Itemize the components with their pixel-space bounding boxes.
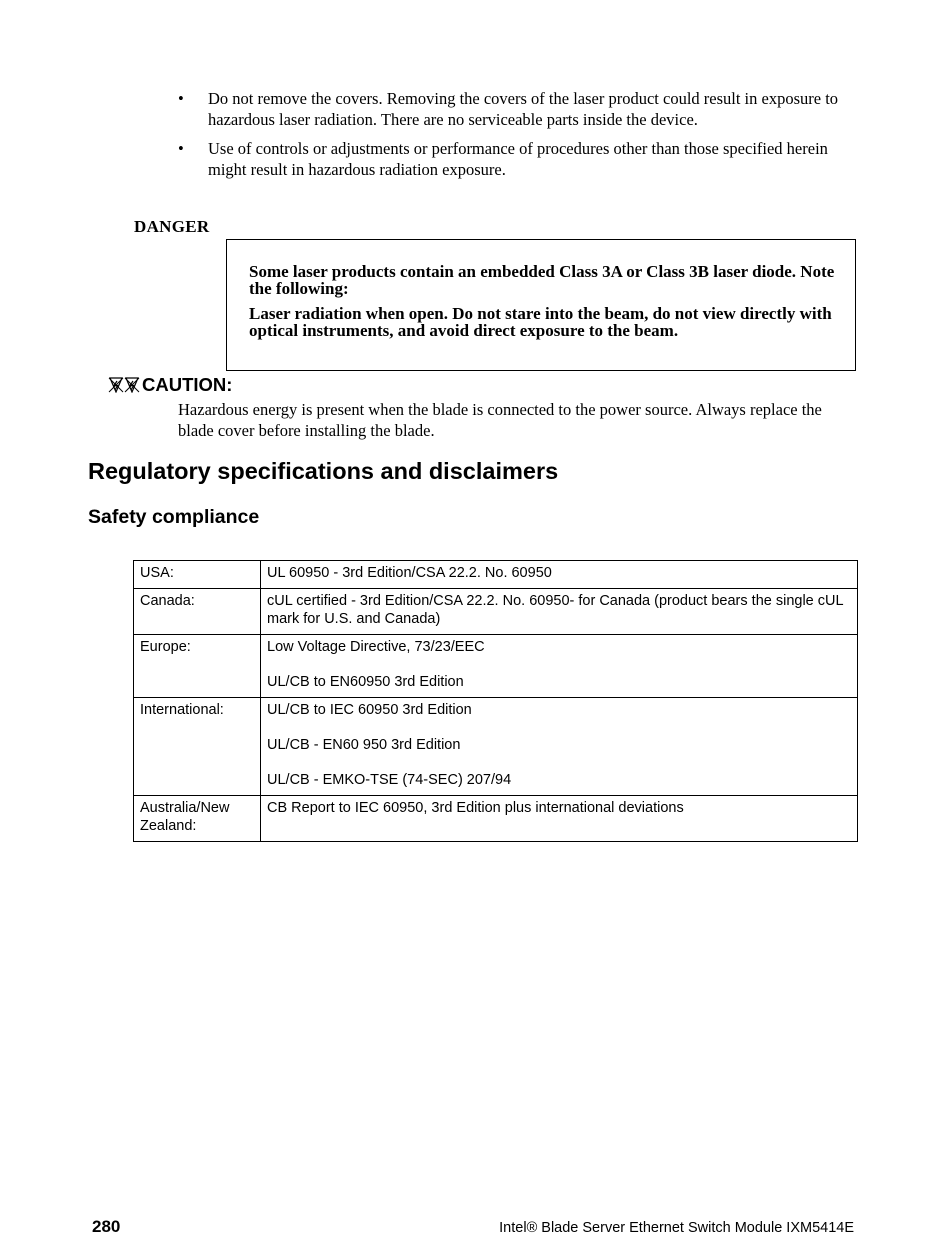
list-item: [178, 88, 850, 130]
danger-paragraph: Laser radiation when open. Do not stare into the beam, do not view directly with optical instruments, and avoid direct exposure to the beam.: [249, 304, 832, 340]
table-key-cell: USA:: [134, 561, 261, 589]
hazardous-energy-icon: [124, 377, 140, 393]
table-value: UL/CB - EN60 950 3rd Edition: [267, 737, 461, 753]
safety-compliance-table: [133, 560, 858, 842]
table-value: UL/CB to IEC 60950 3rd Edition: [267, 702, 472, 718]
table-value: UL/CB to EN60950 3rd Edition: [267, 674, 464, 690]
hazardous-energy-icon: [108, 377, 124, 393]
laser-safety-bullets: [178, 88, 850, 188]
danger-notice-box: [226, 239, 856, 371]
caution-heading: [108, 374, 232, 396]
section-heading: Regulatory specifications and disclaimers: [88, 458, 559, 484]
subsection-heading: Safety compliance: [88, 506, 260, 528]
table-row: [134, 698, 858, 796]
bullet-text: Use of controls or adjustments or performance of procedures other than those specified herein might result in hazardous radiation exposure.: [208, 139, 828, 179]
table-row: [134, 561, 858, 589]
danger-paragraph: Some laser products contain an embedded Class 3A or Class 3B laser diode. Note the following:: [249, 262, 835, 298]
table-row: [134, 589, 858, 635]
document-title: Intel® Blade Server Ethernet Switch Module IXM5414E: [499, 1220, 854, 1236]
table-row: [134, 635, 858, 698]
table-key-cell: Australia/New Zealand:: [134, 796, 261, 842]
danger-label: DANGER: [134, 217, 210, 236]
table-key-cell: International:: [134, 698, 261, 796]
caution-label: CAUTION:: [142, 374, 233, 395]
bullet-icon: •: [178, 89, 184, 108]
table-key-cell: Canada:: [134, 589, 261, 635]
table-value-cell: [261, 698, 858, 796]
table-value: UL 60950 - 3rd Edition/CSA 22.2. No. 60950: [267, 565, 552, 581]
list-item: [178, 138, 850, 180]
table-value-cell: [261, 796, 858, 842]
page-number: 280: [92, 1217, 121, 1236]
table-row: [134, 796, 858, 842]
table-value: CB Report to IEC 60950, 3rd Edition plus international deviations: [267, 800, 684, 816]
bullet-icon: •: [178, 139, 184, 158]
table-value: cUL certified - 3rd Edition/CSA 22.2. No. 60950- for Canada (product bears the single cUL mark for U.S. and Canada): [267, 593, 844, 627]
table-value-cell: [261, 589, 858, 635]
table-value: UL/CB - EMKO-TSE (74-SEC) 207/94: [267, 772, 512, 788]
table-value-cell: [261, 635, 858, 698]
table-key-cell: Europe:: [134, 635, 261, 698]
table-value: Low Voltage Directive, 73/23/EEC: [267, 639, 485, 655]
caution-text: Hazardous energy is present when the blade is connected to the power source. Always replace the blade cover before installing the blade.: [178, 400, 822, 440]
table-value-cell: [261, 561, 858, 589]
bullet-text: Do not remove the covers. Removing the covers of the laser product could result in exposure to hazardous laser radiation. There are no serviceable parts inside the device.: [208, 89, 839, 129]
